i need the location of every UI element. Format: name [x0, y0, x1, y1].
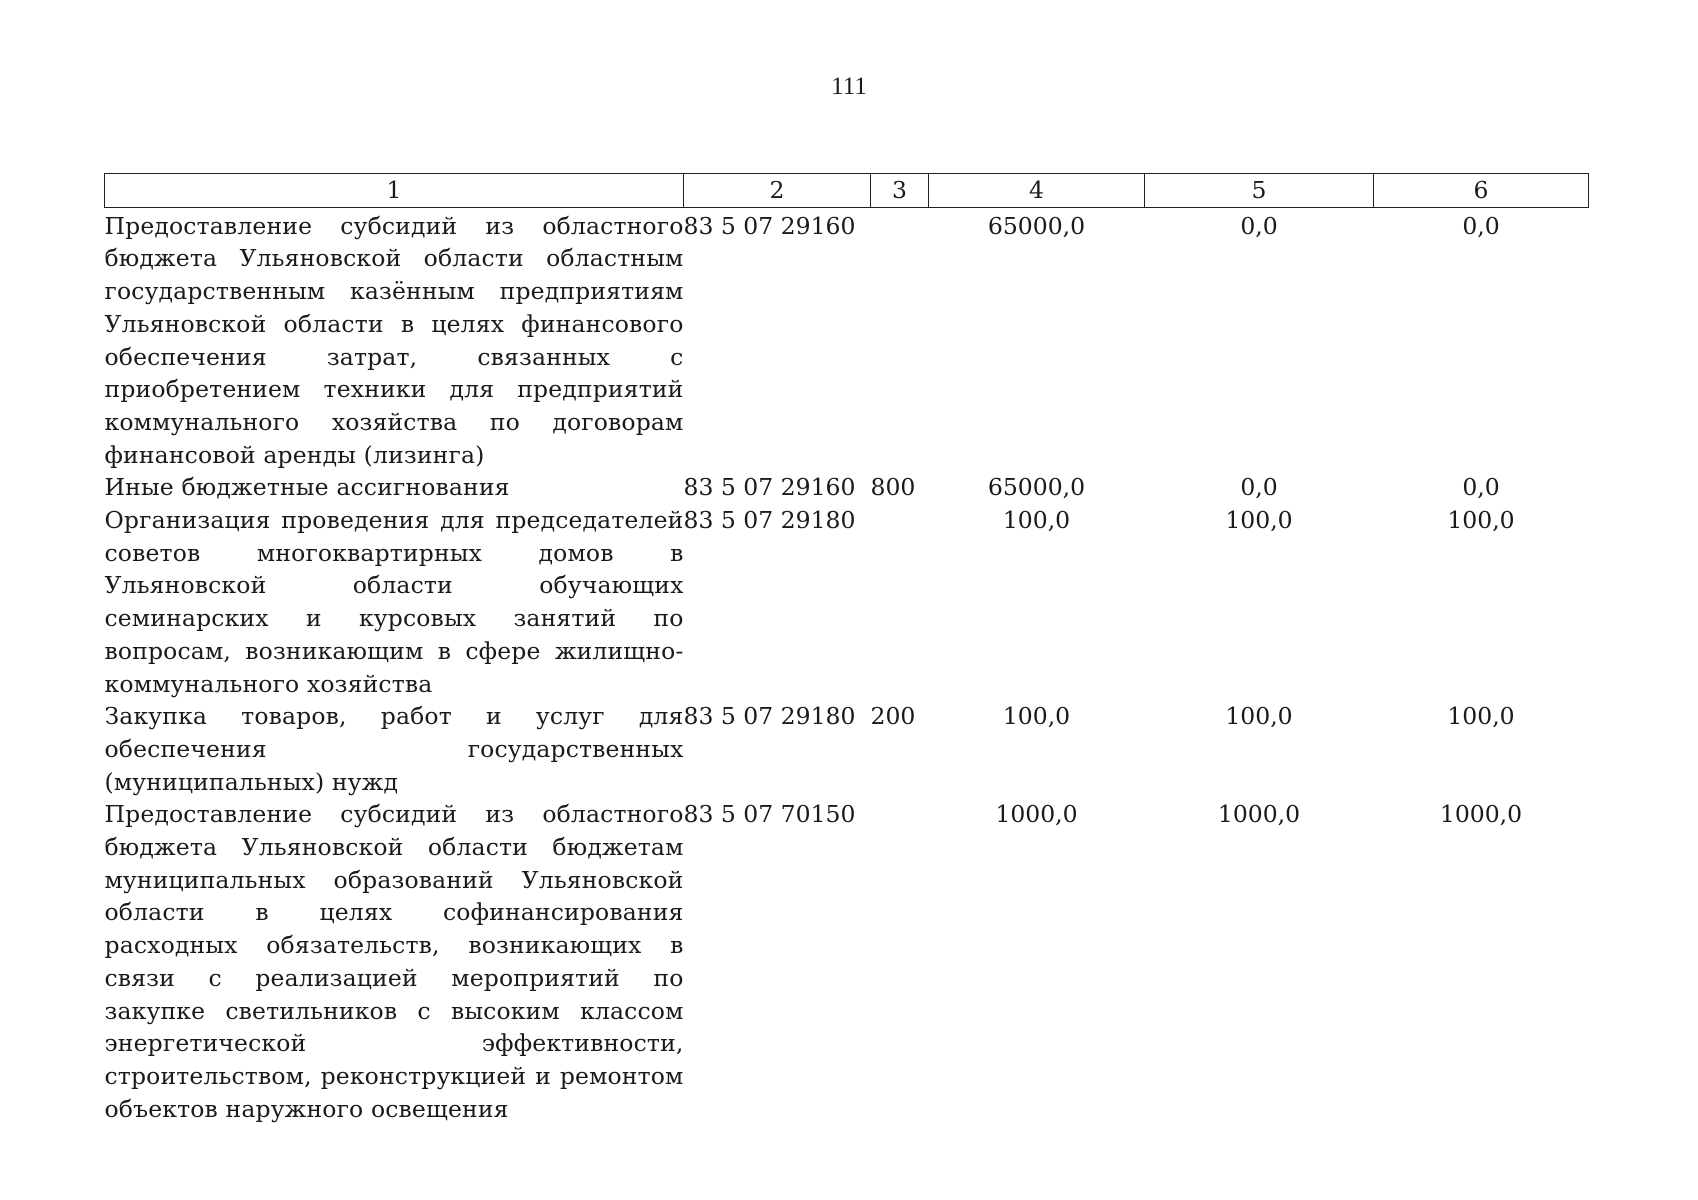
row-description: Предоставление субсидий из областного бюджета Ульяновской области областным государственным казённым предприятиям Ульяновской области в целях финансового обеспечения затрат, связанных с приобретением техники для предприятий коммунального хозяйства по договорам финансовой аренды (лизинга) — [104, 211, 684, 469]
row-value-col4: 100,0 — [1002, 506, 1071, 535]
row-expense-type — [871, 504, 929, 700]
row-description: Закупка товаров, работ и услуг для обеспечения государственных (муниципальных) нужд — [104, 702, 684, 796]
row-expense-type — [871, 798, 929, 1125]
row-description: Организация проведения для председателей советов многоквартирных домов в Ульяновской области обучающих семинарских и курсовых занятий по вопросам, возникающим в сфере жилищно-коммунального хозяйства — [104, 506, 684, 698]
column-header-3: 3 — [871, 174, 929, 208]
row-code: 83 5 07 70150 — [683, 800, 856, 829]
column-header-1: 1 — [105, 174, 684, 208]
row-value-col6: 100,0 — [1447, 506, 1515, 535]
table-row — [105, 471, 1589, 504]
row-value-col5: 1000,0 — [1217, 800, 1301, 829]
table-row — [105, 798, 1589, 1125]
row-value-col4: 100,0 — [1002, 702, 1071, 731]
row-expense-type — [871, 207, 929, 471]
row-code: 83 5 07 29160 — [683, 211, 856, 240]
row-value-col5: 0,0 — [1240, 473, 1278, 502]
row-expense-type: 800 — [870, 473, 916, 502]
row-value-col6: 100,0 — [1447, 702, 1515, 731]
row-description: Предоставление субсидий из областного бюджета Ульяновской области бюджетам муниципальных образований Ульяновской области в целях софинансирования расходных обязательств, возникающих в связи с реализацией мероприятий по закупке светильников с высоким классом энергетической эффективности, строительством, реконструкцией и ремонтом объектов наружного освещения — [104, 800, 684, 1123]
row-value-col4: 65000,0 — [987, 473, 1086, 502]
column-header-2: 2 — [684, 174, 871, 208]
row-value-col4: 65000,0 — [987, 211, 1086, 240]
column-header-4: 4 — [929, 174, 1145, 208]
column-header-5: 5 — [1145, 174, 1374, 208]
row-code: 83 5 07 29160 — [683, 473, 856, 502]
row-value-col5: 100,0 — [1225, 702, 1293, 731]
budget-table — [104, 173, 1589, 1125]
column-header-6: 6 — [1374, 174, 1589, 208]
row-expense-type: 200 — [870, 702, 916, 731]
table-row — [105, 504, 1589, 700]
page-number: 111 — [831, 73, 867, 100]
row-value-col5: 0,0 — [1240, 211, 1278, 240]
table-row — [105, 207, 1589, 471]
row-value-col6: 0,0 — [1462, 211, 1500, 240]
row-value-col6: 1000,0 — [1439, 800, 1523, 829]
row-value-col5: 100,0 — [1225, 506, 1293, 535]
row-value-col6: 0,0 — [1462, 473, 1500, 502]
row-code: 83 5 07 29180 — [683, 702, 856, 731]
row-description: Иные бюджетные ассигнования — [104, 473, 510, 502]
table-row — [105, 700, 1589, 798]
row-code: 83 5 07 29180 — [683, 506, 856, 535]
row-value-col4: 1000,0 — [995, 800, 1078, 829]
table-header — [105, 174, 1589, 208]
